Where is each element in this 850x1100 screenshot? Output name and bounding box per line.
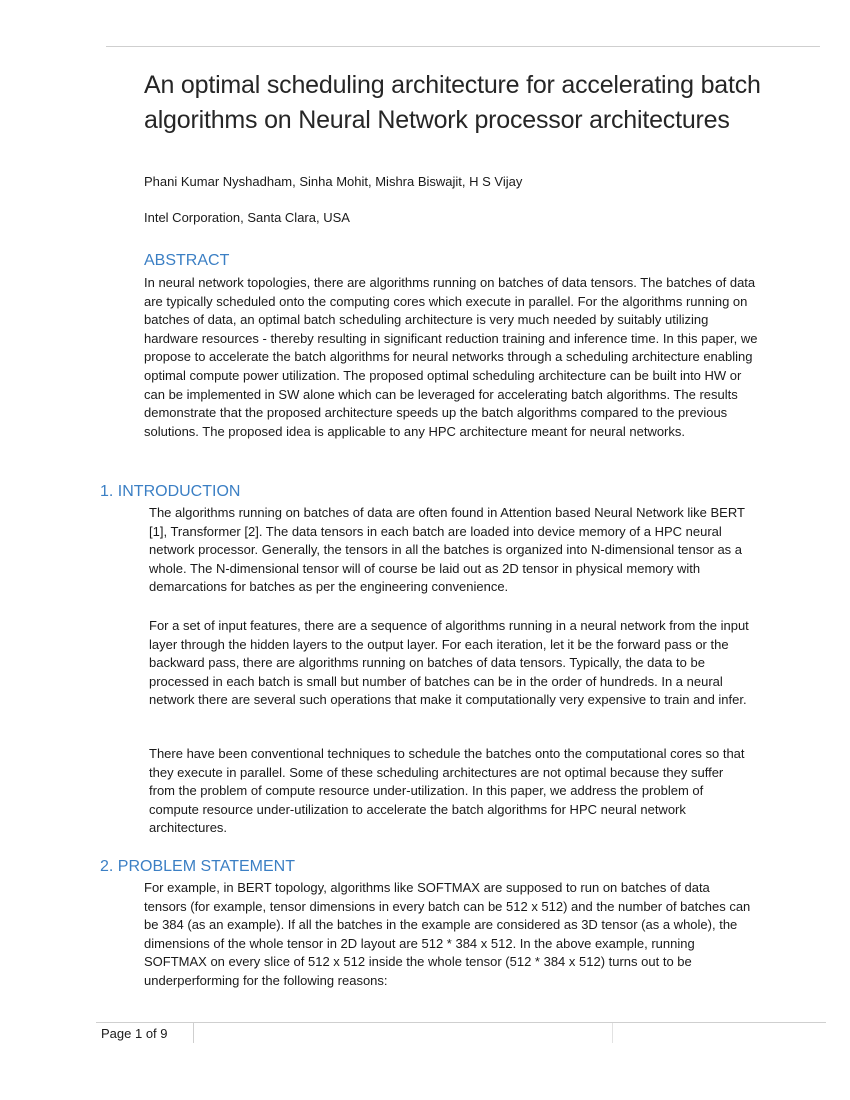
abstract-heading: ABSTRACT [144,252,230,269]
introduction-paragraph-1: The algorithms running on batches of data are often found in Attention based Neural Network like BERT [1], Transformer [2]. The data tensors in each batch are loaded into device memory of a HPC neural network processor. Generally, the tensors in all the batches is organized into N-dimensional tensor as a whole. The N-dimensional tensor will of course be laid out as 2D tensor in physical memory with demarcations for batches as per the engineering convenience. [149,505,745,595]
abstract-text: In neural network topologies, there are algorithms running on batches of data tensors. The batches of data are typically scheduled onto the computing cores which execute in parallel. For the algorithms running on batches of data, an optimal batch scheduling architecture is very much needed by suitably utilizing hardware resources - thereby resulting in significant reduction training and inference time. In this paper, we propose to accelerate the batch algorithms for neural networks through a scheduling architecture enabling optimal compute power utilization. The proposed optimal scheduling architecture can be built into HW or can be implemented in SW alone which can be leveraged for accelerating batch algorithms. The results demonstrate that the proposed architecture speeds up the batch algorithms compared to the previous solutions. The proposed idea is applicable to any HPC architecture meant for neural networks. [144,275,758,439]
problem-statement-text: For example, in BERT topology, algorithms like SOFTMAX are supposed to run on batches of data tensors (for example, tensor dimensions in every batch can be 512 x 512) and the number of batches can be 384 (as an example). If all the batches in the example are considered as 3D tensor (as a whole), the dimensions of the whole tensor in 2D layout are 512 * 384 x 512. In the above example, running SOFTMAX on every slice of 512 x 512 inside the whole tensor (512 * 384 x 512) turns out to be underperforming for the following reasons: [144,880,751,988]
author-list: Phani Kumar Nyshadham, Sinha Mohit, Mishra Biswajit, H S Vijay [144,174,523,189]
footer-rule [96,1022,826,1023]
footer-divider-right [612,1023,613,1043]
introduction-paragraph-3: There have been conventional techniques to schedule the batches onto the computational cores so that they execute in parallel. Some of these scheduling architectures are not optimal because they suffer from the problem of compute resource under-utilization. In this paper, we address the problem of compute resource under-utilization to accelerate the batch algorithms for HPC neural network architectures. [149,746,745,836]
problem-statement-heading: 2. PROBLEM STATEMENT [100,858,295,875]
header-rule [106,46,820,47]
page-number: Page 1 of 9 [101,1026,168,1041]
footer-divider [193,1023,194,1043]
introduction-paragraph-2: For a set of input features, there are a sequence of algorithms running in a neural network from the input layer through the hidden layers to the output layer. For each iteration, let it be the forward pass or the backward pass, there are algorithms running on batches of data tensors. Typically, the data to be processed in each batch is small but number of batches can be in the order of hundreds. In a neural network there are several such operations that make it computationally very expensive to train and infer. [149,618,749,708]
affiliation: Intel Corporation, Santa Clara, USA [144,210,350,225]
introduction-heading: 1. INTRODUCTION [100,483,241,500]
paper-title: An optimal scheduling architecture for accelerating batch algorithms on Neural Network processor architectures [144,71,761,134]
